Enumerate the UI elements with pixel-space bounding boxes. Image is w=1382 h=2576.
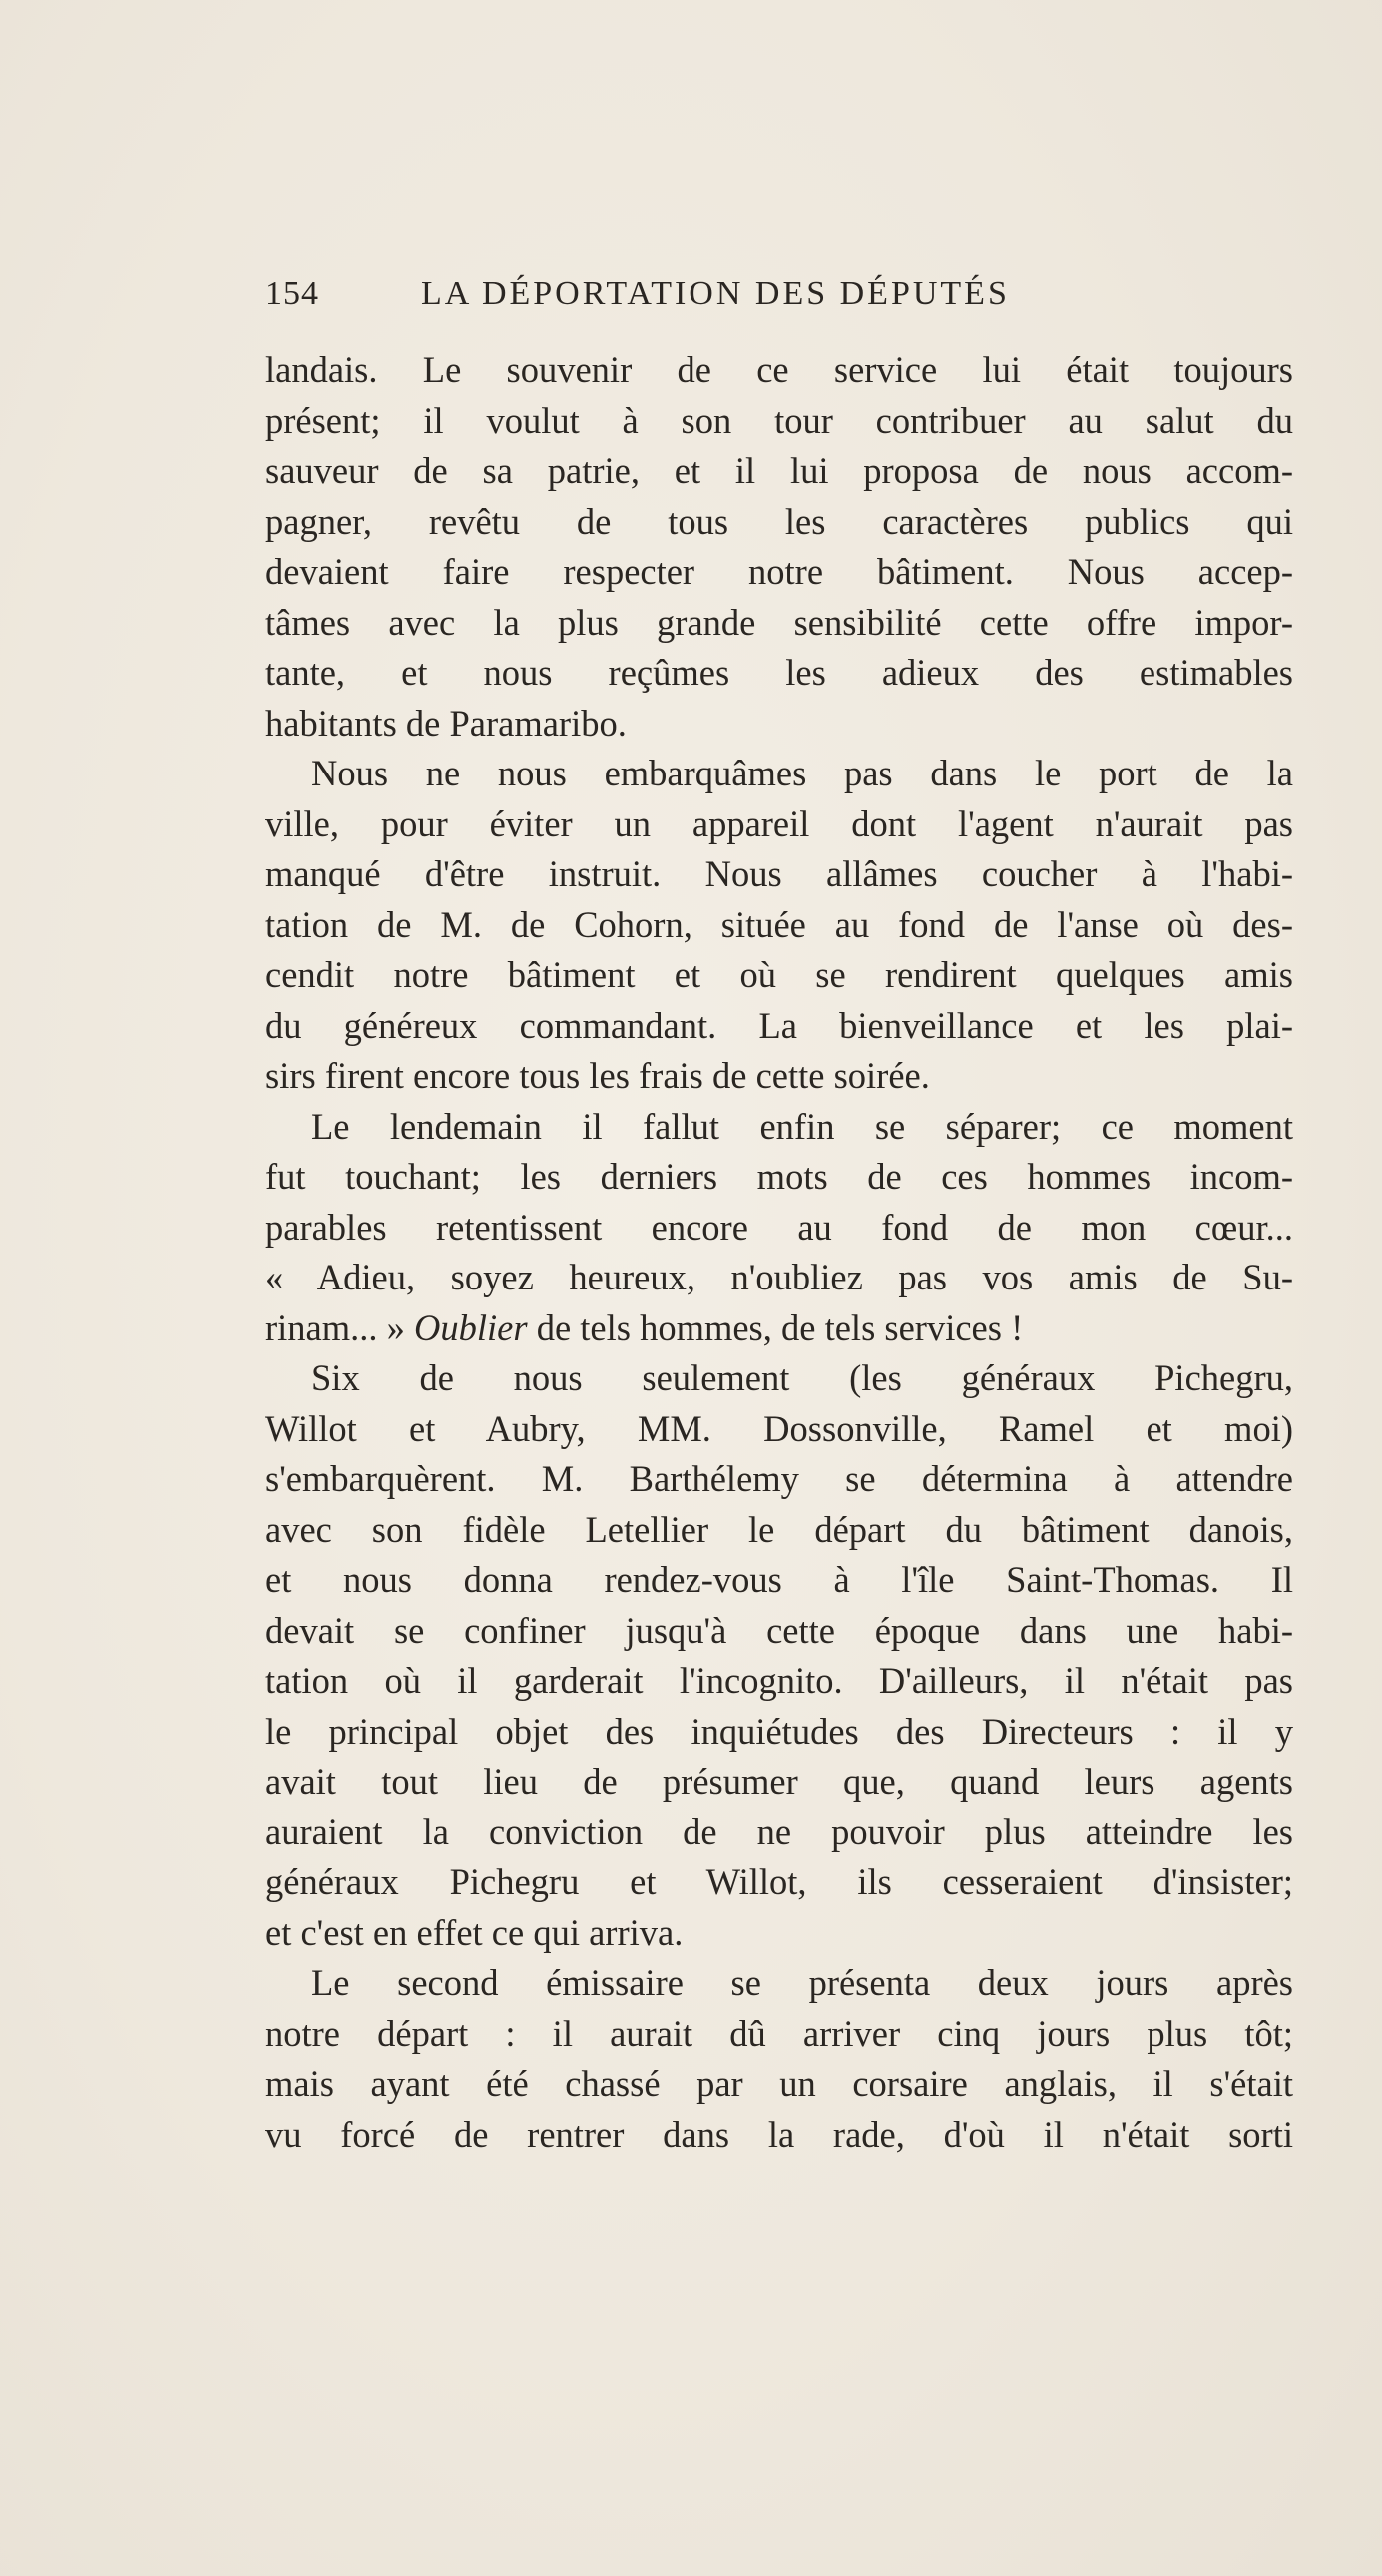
text-line: et c'est en effet ce qui arriva. — [265, 1911, 684, 1953]
text-line: du généreux commandant. La bienveillance et les plai- — [265, 1004, 1293, 1046]
text-line: avait tout lieu de présumer que, quand leurs agents — [265, 1761, 1293, 1802]
text-line: manqué d'être instruit. Nous allâmes coucher à l'habi- — [265, 853, 1293, 894]
text-line: sauveur de sa patrie, et il lui proposa de nous accom- — [265, 450, 1293, 491]
text-line: vu forcé de rentrer dans la rade, d'où il n'était sorti — [265, 2113, 1293, 2155]
text-line — [265, 1303, 1293, 1354]
text-line: pagner, revêtu de tous les caractères publics qui — [265, 500, 1293, 542]
text-line: sirs firent encore tous les frais de cette soirée. — [265, 1055, 930, 1096]
body-text — [265, 345, 1293, 2160]
text-line: mais ayant été chassé par un corsaire anglais, il s'était — [265, 2063, 1293, 2104]
text-line: tâmes avec la plus grande sensibilité cette offre impor- — [265, 601, 1293, 643]
text-line: devait se confiner jusqu'à cette époque dans une habi- — [265, 1609, 1293, 1651]
text-line: auraient la conviction de ne pouvoir plus atteindre les — [265, 1810, 1293, 1852]
text-line: « Adieu, soyez heureux, n'oubliez pas vos amis de Su- — [265, 1257, 1293, 1297]
text-line: Willot et Aubry, MM. Dossonville, Ramel et moi) — [265, 1407, 1293, 1449]
text-line: présent; il voulut à son tour contribuer au salut du — [265, 399, 1293, 441]
text-line: généraux Pichegru et Willot, ils cesseraient d'insister; — [265, 1861, 1293, 1902]
text-segment: rinam... » — [265, 1306, 415, 1348]
text-line: tante, et nous reçûmes les adieux des estimables — [265, 652, 1293, 693]
text-line: tation de M. de Cohorn, située au fond de l'anse où des- — [265, 903, 1293, 945]
text-line: cendit notre bâtiment et où se rendirent quelques amis — [265, 954, 1293, 995]
text-line: notre départ : il aurait dû arriver cinq jours plus tôt; — [265, 2012, 1293, 2054]
text-line: Le lendemain il fallut enfin se séparer; ce moment — [311, 1105, 1293, 1147]
text-line: et nous donna rendez-vous à l'île Saint-Thomas. Il — [265, 1559, 1293, 1600]
text-line: Le second émissaire se présenta deux jours après — [311, 1962, 1293, 2003]
running-title: LA DÉPORTATION DES DÉPUTÉS — [421, 275, 1010, 312]
page-number: 154 — [265, 275, 319, 312]
text-segment: de tels hommes, de tels services ! — [527, 1306, 1024, 1348]
italic-word: Oublier — [414, 1306, 528, 1348]
text-line: Nous ne nous embarquâmes pas dans le port de la — [311, 753, 1293, 793]
text-line: habitants de Paramaribo. — [265, 702, 627, 744]
text-line: le principal objet des inquiétudes des Directeurs : il y — [265, 1710, 1293, 1752]
page-header — [265, 275, 1293, 325]
text-line: landais. Le souvenir de ce service lui était toujours — [265, 349, 1293, 390]
text-line: fut touchant; les derniers mots de ces hommes incom- — [265, 1156, 1293, 1197]
text-line: ville, pour éviter un appareil dont l'agent n'aurait pas — [265, 802, 1293, 844]
text-line: tation où il garderait l'incognito. D'ailleurs, il n'était pas — [265, 1660, 1293, 1701]
text-line: Six de nous seulement (les généraux Pichegru, — [311, 1357, 1293, 1398]
text-line: avec son fidèle Letellier le départ du bâtiment danois, — [265, 1508, 1293, 1550]
text-line: devaient faire respecter notre bâtiment. Nous accep- — [265, 551, 1293, 592]
text-line: s'embarquèrent. M. Barthélemy se détermina à attendre — [265, 1458, 1293, 1499]
text-line: parables retentissent encore au fond de mon cœur... — [265, 1206, 1293, 1248]
